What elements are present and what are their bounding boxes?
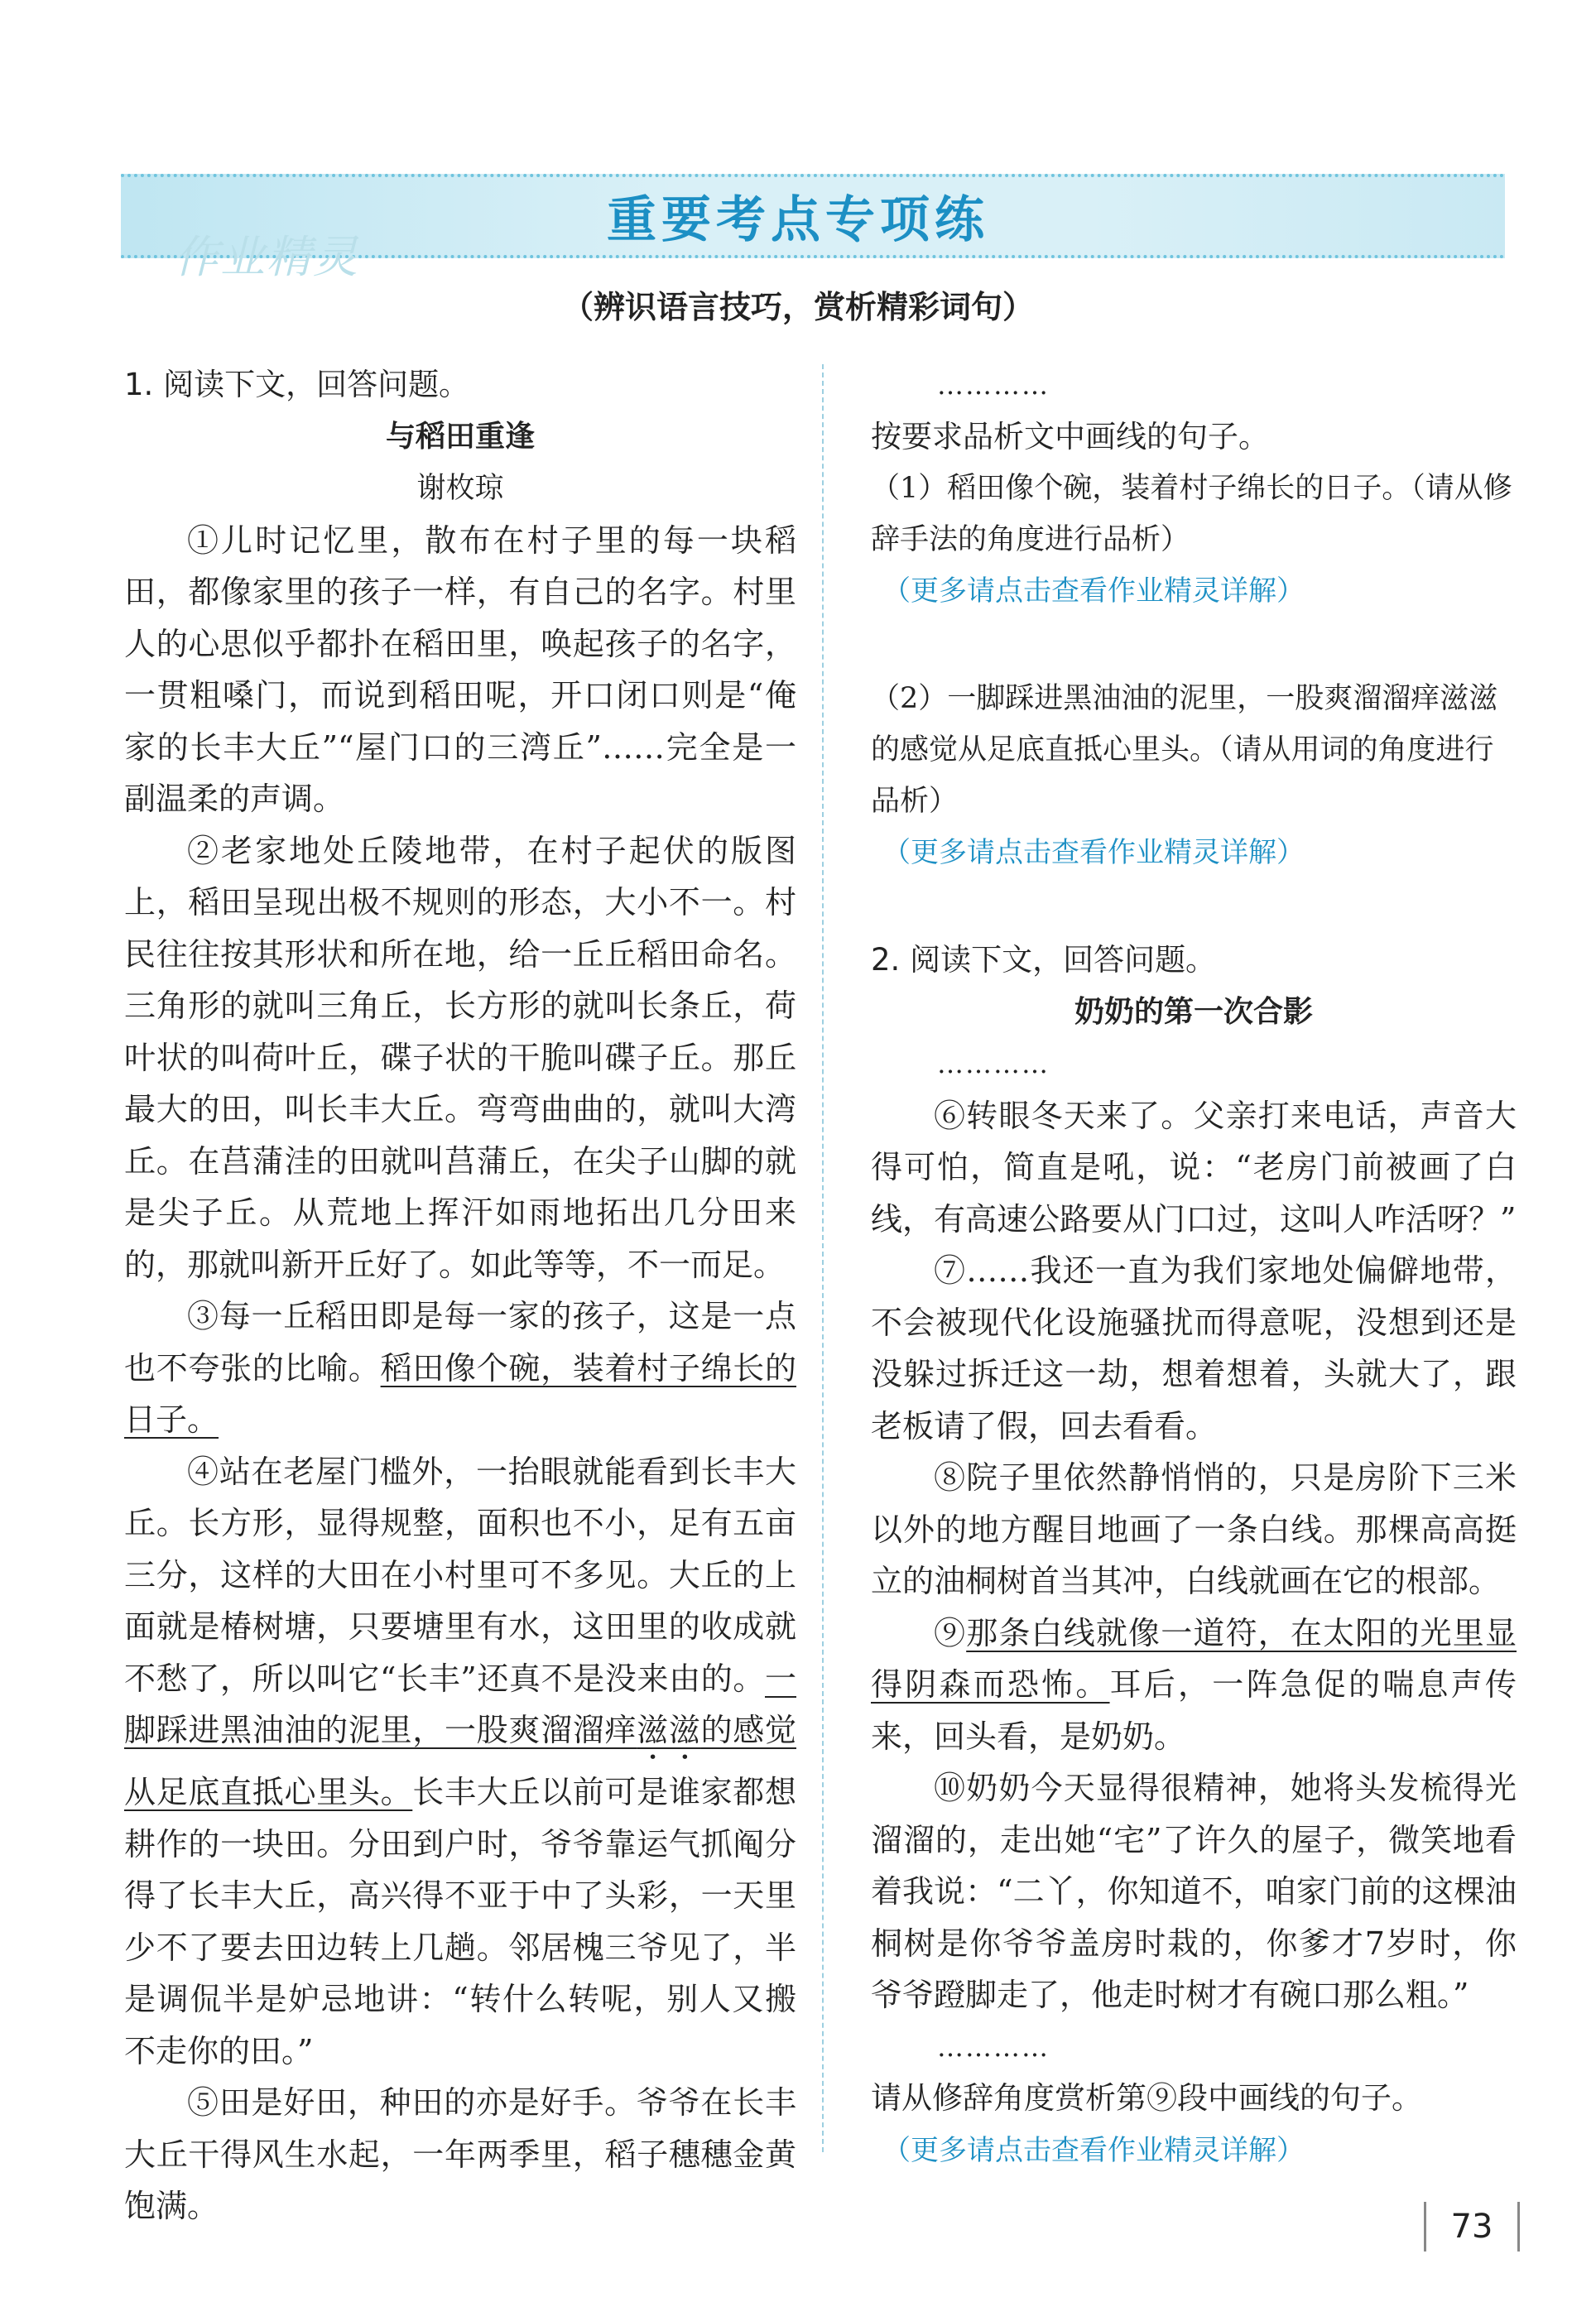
paragraph-7: ⑦……我还一直为我们家地处偏僻地带，不会被现代化设施骚扰而得意呢，没想到还是没躲过拆迁这一劫，想着想着，头就大了，跟老板请了假，回去看看。 (871, 1252, 1517, 1444)
question-2-heading: 2. 阅读下文，回答问题。 (871, 942, 1217, 978)
answer-space-2 (871, 878, 1517, 935)
question-1-prompt: 按要求品析文中画线的句子。 (871, 418, 1269, 454)
ellipsis-2: ………… (937, 1048, 1050, 1079)
emphasized-word: 滋滋 (637, 1712, 701, 1748)
paragraph-6: ⑥转眼冬天来了。父亲打来电话，声音大得可怕，简直是吼，说：“老房门前被画了白线，有高速公路要从门口过，这叫人咋活呀？” (871, 1097, 1517, 1238)
underlined-sentence-2: 一脚踩进黑油油的泥里，一股爽溜溜痒滋滋的感觉从足底直抵心里头。 (124, 1660, 796, 1810)
page-number: 73 (1424, 2202, 1520, 2252)
paragraph-9: ⑨那条白线就像一道符，在太阳的光里显得阴森而恐怖。耳后，一阵急促的喘息声传来，回头看，是奶奶。 (871, 1614, 1517, 1755)
paragraph-5: ⑤田是好田，种田的亦是好手。爷爷在长丰大丘干得风生水起，一年两季里，稻子穗穗金黄饱满。 (124, 2084, 796, 2224)
article-2-title: 奶奶的第一次合影 (1074, 994, 1313, 1029)
paragraph-4-text: ④站在老屋门槛外，一抬眼就能看到长丰大丘。长方形，显得规整，面积也不小，足有五亩三分，这样的大田在小村里可不多见。大丘的上面就是椿树塘，只要塘里有水，这田里的收成就不愁了，所以叫它“长丰”还真不是没来由的。 (124, 1453, 796, 1697)
column-divider (822, 364, 824, 2152)
left-column (124, 359, 796, 2232)
sub-question-1: （1）稻田像个碗，装着村子绵长的日子。（请从修辞手法的角度进行品析） (871, 472, 1512, 556)
answer-space-1 (871, 617, 1517, 673)
underlined-sentence-1: 稻田像个碗，装着村子绵长的日子。 (124, 1349, 796, 1438)
right-column (871, 359, 1517, 2176)
article-1-author: 谢枚琼 (416, 472, 504, 505)
paragraph-2: ②老家地处丘陵地带，在村子起伏的版图上，稻田呈现出极不规则的形态，大小不一。村民往往按其形状和所在地，给一丘丘稻田命名。三角形的就叫三角丘，长方形的就叫长条丘，荷叶状的叫荷叶丘，碟子状的干脆叫碟子丘。那丘最大的田，叫长丰大丘。弯弯曲曲的，就叫大湾丘。在莒蒲洼的田就叫莒蒲丘，在尖子山脚的就是尖子丘。从荒地上挥汗如雨地拓出几分田来的，那就叫新开丘好了。如此等等，不一而足。 (124, 832, 796, 1283)
paragraph-3-text: ③每一丘稻田即是每一家的孩子，这是一点也不夸张的比喻。 (124, 1298, 796, 1386)
page-title: 重要考点专项练 (607, 191, 989, 249)
answer-link-3[interactable]: （更多请点击查看作业精灵详解） (882, 2133, 1305, 2167)
section-subtitle: （辨识语言技巧，赏析精彩词句） (561, 289, 1034, 325)
paragraph-1: ①儿时记忆里，散布在村子里的每一块稻田，都像家里的孩子一样，有自己的名字。村里人的心思似乎都扑在稻田里，唤起孩子的名字，一贯粗嗓门，而说到稻田呢，开口闭口则是“俺家的长丰大丘”“屋门口的三湾丘”……完全是一副温柔的声调。 (124, 521, 796, 817)
watermark-logo: 作业精灵 (174, 231, 359, 283)
ellipsis-1: ………… (937, 369, 1050, 401)
paragraph-8: ⑧院子里依然静悄悄的，只是房阶下三米以外的地方醒目地画了一条白线。那棵高高挺立的油桐树首当其冲，白线就画在它的根部。 (871, 1459, 1517, 1599)
ellipsis-3: ………… (937, 2030, 1050, 2063)
paragraph-10: ⑩奶奶今天显得很精神，她将头发梳得光溜溜的，走出她“宅”了许久的屋子，微笑地看着我说：“二丫，你知道不，咱家门前的这棵油桐树是你爷爷盖房时栽的，你爹才7岁时，你爷爷蹬脚走了，他走时树才有碗口那么粗。” (871, 1770, 1517, 2013)
answer-link-1[interactable]: （更多请点击查看作业精灵详解） (882, 574, 1305, 608)
sub-question-2: （2）一脚踩进黑油油的泥里，一股爽溜溜痒滋滋的感觉从足底直抵心里头。（请从用词的角度进行品析） (871, 682, 1498, 818)
paragraph-3 (124, 1290, 796, 1446)
article-1-title: 与稻田重逢 (385, 419, 535, 454)
answer-link-2[interactable]: （更多请点击查看作业精灵详解） (882, 836, 1305, 869)
question-2-prompt: 请从修辞角度赏析第⑨段中画线的句子。 (871, 2080, 1422, 2116)
question-1-heading: 1. 阅读下文，回答问题。 (124, 367, 470, 402)
paragraph-4 (124, 1446, 796, 2078)
underlined-sentence-3: 那条白线就像一道符，在太阳的光里显得阴森而恐怖。 (871, 1614, 1517, 1703)
paragraph-4-rest: 长丰大丘以前可是谁家都想耕作的一块田。分田到户时，爷爷靠运气抓阄分得了长丰大丘，高兴得不亚于中了头彩，一天里少不了要去田边转上几趟。邻居槐三爷见了，半是调侃半是妒忌地讲：“转什么转呢，别人又搬不走你的田。” (124, 1774, 796, 2069)
